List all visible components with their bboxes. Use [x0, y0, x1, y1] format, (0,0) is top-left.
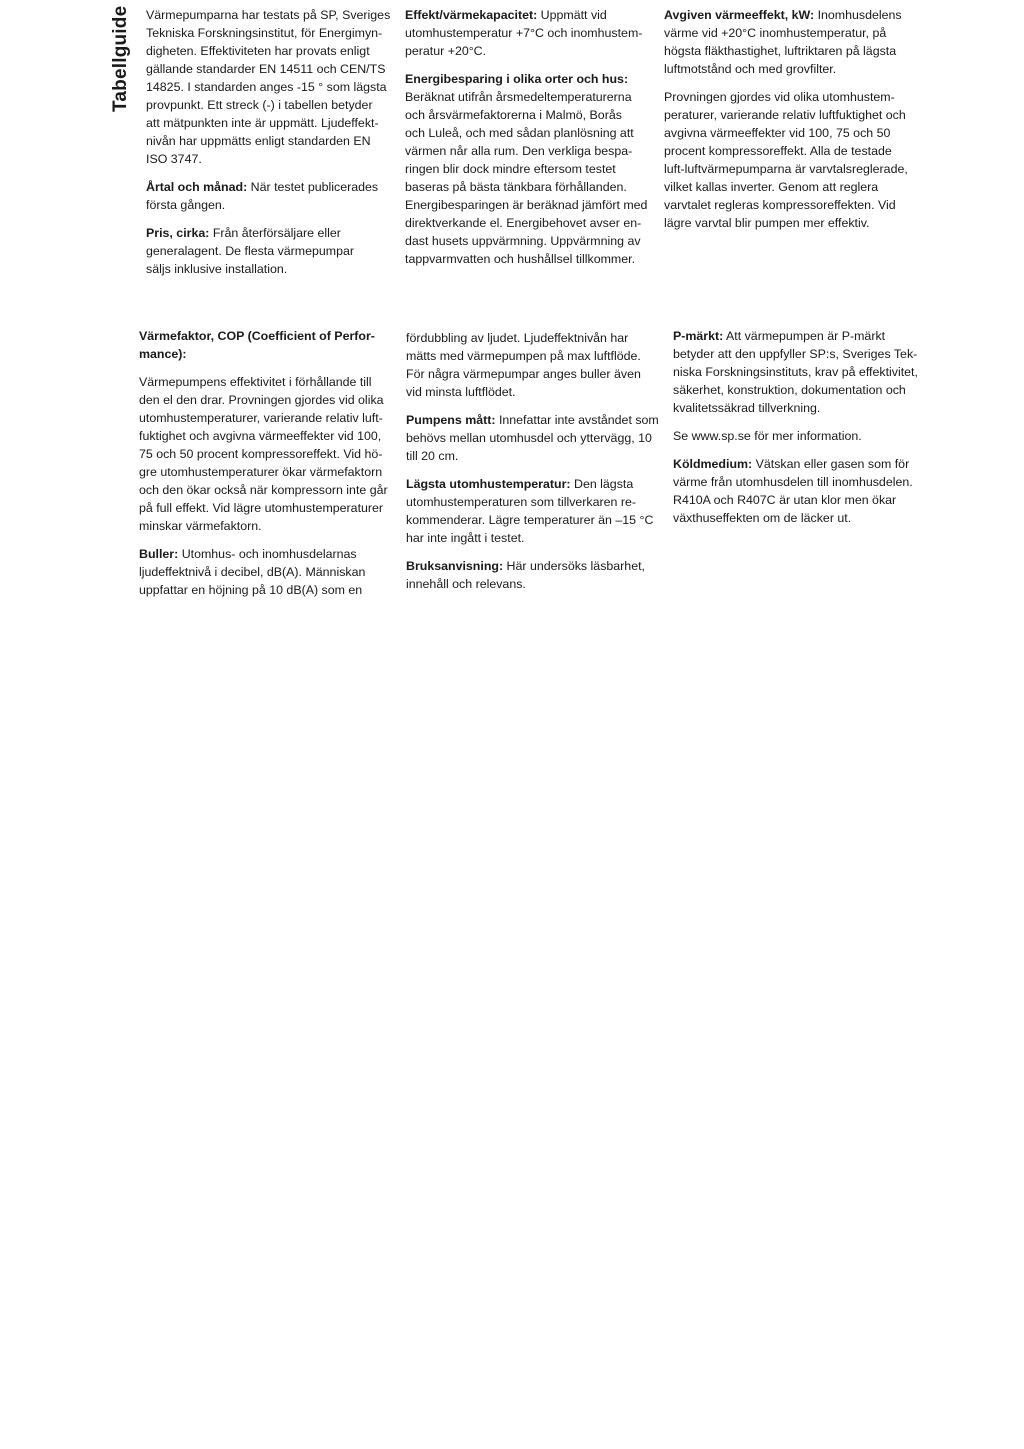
text-line	[146, 178, 391, 196]
text-line: varvtalet regleras kompressoreffekten. Vid	[664, 198, 896, 212]
avgiven-paragraph	[664, 6, 909, 78]
text-line: kvalitetssäkrad tillverkning.	[673, 401, 821, 415]
text-line	[405, 70, 650, 88]
definition-text: Uppmätt vid	[537, 8, 607, 22]
term-effekt: Effekt/värmekapacitet:	[405, 8, 538, 22]
definition-text: Innefattar inte avståndet som	[495, 413, 659, 427]
text-line: växthuseffekten om de läcker ut.	[673, 511, 852, 525]
term-koldmedium: Köldmedium:	[673, 457, 753, 471]
text-line: ljudeffektnivå i decibel, dB(A). Människan	[139, 565, 366, 579]
koldmedium-paragraph	[673, 455, 925, 527]
text-line: säkerhet, konstruktion, dokumentation och	[673, 383, 906, 397]
top-column-2	[405, 6, 650, 278]
text-line: 14825. I standarden anges -15 ° som lägsta	[146, 80, 387, 94]
text-line: utomhustemperatur +7°C och inomhustem-	[405, 26, 643, 40]
term-buller: Buller:	[139, 547, 179, 561]
text-line: generalagent. De flesta värmepumpar	[146, 244, 355, 258]
term-energibesparing: Energibesparing i olika orter och hus:	[405, 72, 629, 86]
text-line: innehåll och relevans.	[406, 577, 526, 591]
text-line: 75 och 50 procent kompressoreffekt. Vid hö-	[139, 447, 383, 461]
intro-paragraph	[146, 6, 391, 168]
bottom-column-1	[139, 327, 391, 609]
side-title-text: Tabellguide	[110, 5, 131, 112]
text-line	[405, 6, 650, 24]
text-line: betyder att den uppfyller SP:s, Sveriges Tek-	[673, 347, 918, 361]
text-line: digheten. Effektiviteten har provats enligt	[146, 44, 370, 58]
text-line: gällande standarder EN 14511 och CEN/TS	[146, 62, 386, 76]
text-line: För några värmepumpar anges buller även	[406, 367, 641, 381]
text-line	[139, 545, 391, 563]
bottom-column-3	[673, 327, 925, 537]
cop-heading	[139, 327, 391, 363]
text-line: tappvarmvatten och hushållsel tillkommer.	[405, 252, 636, 266]
text-line: provpunkt. Ett streck (-) i tabellen betyder	[146, 98, 373, 112]
text-line: peraturer, varierande relativ luftfuktighet och	[664, 108, 906, 122]
top-column-3	[664, 6, 909, 242]
text-line: mance):	[139, 347, 187, 361]
term-matt: Pumpens mått:	[406, 413, 496, 427]
term-pris: Pris, cirka:	[146, 226, 210, 240]
text-line: till 20 cm.	[406, 449, 459, 463]
term-pmarkt: P-märkt:	[673, 329, 724, 343]
text-line: och Luleå, och med sådan planlösning att	[405, 126, 634, 140]
text-line: ISO 3747.	[146, 152, 202, 166]
cop-paragraph	[139, 373, 391, 535]
definition-text: Den lägsta	[570, 477, 634, 491]
term-lagsta: Lägsta utomhustemperatur:	[406, 477, 571, 491]
definition-text: När testet publicerades	[247, 180, 379, 194]
artal-paragraph	[146, 178, 391, 214]
text-line: och årsvärmefaktorerna i Malmö, Borås	[405, 108, 622, 122]
text-line: säljs inklusive installation.	[146, 262, 288, 276]
side-title	[108, 5, 138, 118]
text-line: fördubbling av ljudet. Ljudeffektnivån har	[406, 331, 629, 345]
text-line: utomhustemperaturen som tillverkaren re-	[406, 495, 637, 509]
text-line: Värmepumpens effektivitet i förhållande till	[139, 375, 372, 389]
text-line	[406, 411, 658, 429]
text-line: den el den drar. Provningen gjordes vid olika	[139, 393, 384, 407]
text-line: värme från utomhusdelen till inomhusdelen.	[673, 475, 913, 489]
text-line: Beräknat utifrån årsmedeltemperaturerna	[405, 90, 632, 104]
definition-text: Här undersöks läsbarhet,	[503, 559, 645, 573]
text-line: ringen blir dock mindre eftersom testet	[405, 162, 616, 176]
text-line: vid minsta luftflödet.	[406, 385, 516, 399]
text-line: utomhustemperaturer, varierande relativ luft-	[139, 411, 383, 425]
buller-paragraph	[139, 545, 391, 599]
text-line: dast husets uppvärmning. Uppvärmning av	[405, 234, 641, 248]
text-line: att mätpunkten inte är uppmätt. Ljudeffekt-	[146, 116, 379, 130]
provning-paragraph	[664, 88, 909, 232]
text-line: fuktighet och avgivna värmeeffekter vid 100,	[139, 429, 382, 443]
text-line: baseras på bästa tänkbara förhållanden.	[405, 180, 627, 194]
text-line: behövs mellan utomhusdel och yttervägg, 10	[406, 431, 652, 445]
text-line: Provningen gjordes vid olika utomhustem-	[664, 90, 895, 104]
definition-text: Att värmepumpen är P-märkt	[723, 329, 886, 343]
text-line: gre utomhustemperaturer ökar värmefaktorn	[139, 465, 383, 479]
text-line: Tekniska Forskningsinstitut, för Energimyn-	[146, 26, 383, 40]
text-line: luft-luftvärmepumparna är varvtalsreglerade,	[664, 162, 908, 176]
text-line: har inte ingått i testet.	[406, 531, 525, 545]
pmarkt-paragraph	[673, 327, 925, 417]
definition-text: Vätskan eller gasen som för	[752, 457, 910, 471]
text-line: lägre varvtal blir pumpen mer effektiv.	[664, 216, 870, 230]
text-line: nivån har uppmätts enligt standarden EN	[146, 134, 371, 148]
text-line: Energibesparingen är beräknad jämfört med	[405, 198, 648, 212]
bottom-column-2	[406, 329, 658, 603]
term-avgiven: Avgiven värmeeffekt, kW:	[664, 8, 815, 22]
text-line	[406, 557, 658, 575]
text-line	[673, 327, 925, 345]
term-artal: Årtal och månad:	[146, 180, 248, 194]
buller-continued-paragraph	[406, 329, 658, 401]
text-line: värmen når alla rum. Den verkliga bespa-	[405, 144, 633, 158]
text-line: luftmotstånd och med grovfilter.	[664, 62, 837, 76]
effekt-paragraph	[405, 6, 650, 60]
text-line	[664, 6, 909, 24]
text-line: uppfattar en höjning på 10 dB(A) som en	[139, 583, 363, 597]
definition-text: Inomhusdelens	[814, 8, 902, 22]
matt-paragraph	[406, 411, 658, 465]
text-line: minskar värmefaktorn.	[139, 519, 262, 533]
lagsta-paragraph	[406, 475, 658, 547]
text-line: och den ökar också när kompressorn inte går	[139, 483, 388, 497]
text-line: peratur +20°C.	[405, 44, 487, 58]
bruksanvisning-paragraph	[406, 557, 658, 593]
definition-text: Från återförsäljare eller	[209, 226, 341, 240]
text-line: Se www.sp.se för mer information.	[673, 429, 862, 443]
text-line: R410A och R407C är utan klor men ökar	[673, 493, 897, 507]
text-line	[673, 455, 925, 473]
energibesparing-paragraph	[405, 70, 650, 268]
text-line: avgivna värmeeffekter vid 100, 75 och 50	[664, 126, 891, 140]
se-paragraph	[673, 427, 925, 445]
text-line: högsta fläkthastighet, luftriktaren på lägsta	[664, 44, 897, 58]
definition-text: Utomhus- och inomhusdelarnas	[178, 547, 357, 561]
top-column-1	[146, 6, 391, 288]
text-line	[146, 224, 391, 242]
text-line: direktverkande el. Energibehovet avser en-	[405, 216, 642, 230]
text-line: på full effekt. Vid lägre utomhustemperaturer	[139, 501, 384, 515]
text-line	[406, 475, 658, 493]
text-line: vilket kallas inverter. Genom att reglera	[664, 180, 879, 194]
term-bruksanvisning: Bruksanvisning:	[406, 559, 504, 573]
text-line: Värmepumparna har testats på SP, Sveriges	[146, 8, 391, 22]
text-line: första gången.	[146, 198, 226, 212]
text-line: värme vid +20°C inomhustemperatur, på	[664, 26, 887, 40]
pris-paragraph	[146, 224, 391, 278]
text-line: Värmefaktor, COP (Coefficient of Perfor-	[139, 329, 375, 343]
text-line: mätts med värmepumpen på max luftflöde.	[406, 349, 641, 363]
text-line: procent kompressoreffekt. Alla de testade	[664, 144, 892, 158]
text-line: kommenderar. Lägre temperaturer än –15 °C	[406, 513, 654, 527]
text-line: niska Forskningsinstituts, krav på effektivitet,	[673, 365, 918, 379]
